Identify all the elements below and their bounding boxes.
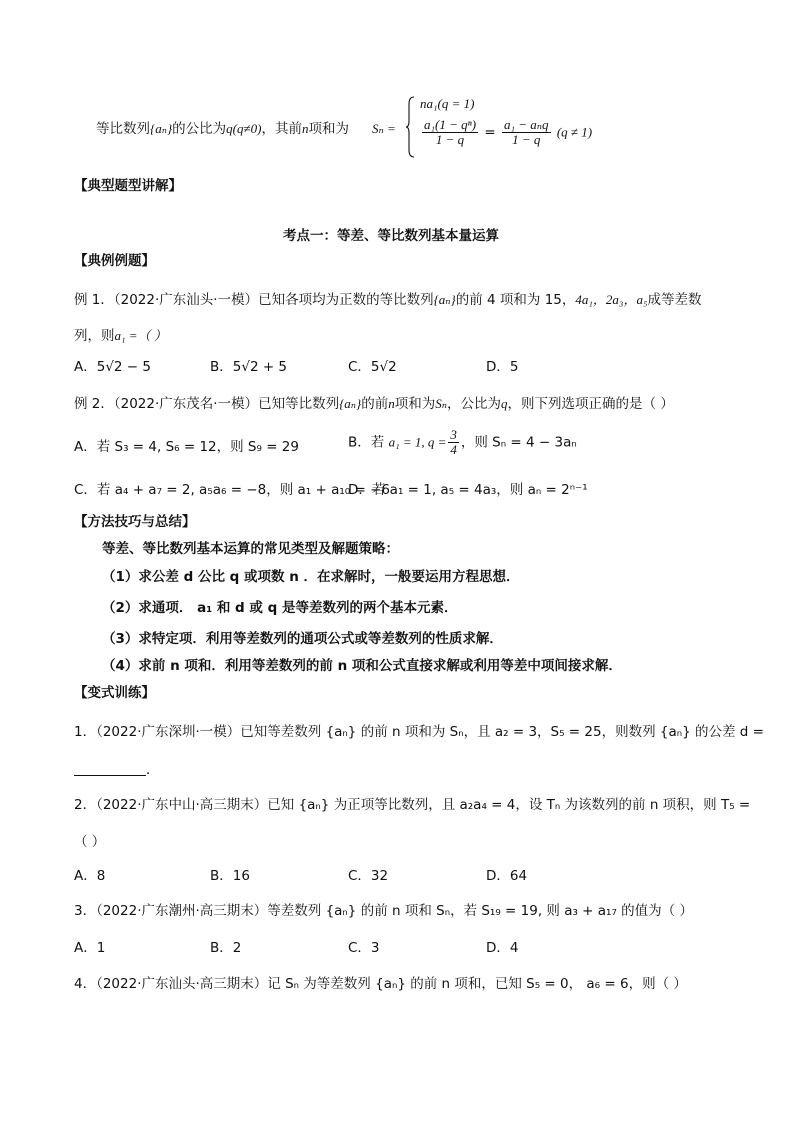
method-item-2: （2）求通项． a₁ 和 d 或 q 是等差数列的两个基本元素． [102,600,458,616]
p2-option-d: D．64 [486,868,528,884]
left-brace-icon [405,96,415,158]
case-q-equals-1: na₁(q = 1) [420,96,475,111]
p3-option-b: B．2 [210,940,242,956]
ex1-option-c: C．5√2 [348,359,397,375]
method-item-4: （4）求前 n 项和．利用等差数列的前 n 项和公式直接求解或利用等差中项间接求解． [102,658,622,674]
method-item-1: （1）求公差 d 公比 q 或项数 n ．在求解时，一般要运用方程思想． [102,569,520,585]
section-heading: 【典型题型讲解】 [74,178,182,194]
ex1-option-a: A．5√2 − 5 [74,359,151,375]
p3-option-a: A．1 [74,940,106,956]
sum-symbol: Sₙ = [372,121,396,136]
ex2-option-c: C．若 a₄ + a₇ = 2, a₅a₆ = −8，则 a₁ + a₁₀ = −6 [74,482,390,498]
ex1-option-b: B．5√2 + 5 [210,359,288,375]
method-heading: 【方法技巧与总结】 [74,514,196,530]
ex1-line2: 列，则a₁ =（ ） [74,328,167,344]
intro-line: 等比数列{aₙ}的公比为q(q≠0)，其前n项和为 [96,121,349,137]
ex2-line1: 例 2．（2022·广东茂名·一模）已知等比数列{aₙ}的前n项和为Sₙ，公比为q，则下列选项正确的是（ ） [74,396,674,412]
practice-1-answer-line: ． [74,760,160,780]
p2-option-a: A．8 [74,868,106,884]
answer-blank[interactable] [74,761,146,776]
p3-option-c: C．3 [348,940,380,956]
ex2-option-b: B．若 a₁ = 1, q = $\frac{3}{4}$ ，则 Sₙ = 4 − 3aₙ [348,427,577,457]
method-intro: 等差、等比数列基本运算的常见类型及解题策略： [102,541,399,557]
p3-option-d: D．4 [486,940,519,956]
p2-option-c: C．32 [348,868,389,884]
ex2-option-d: D．若 a₁ = 1, a₅ = 4a₃，则 aₙ = 2ⁿ⁻¹ [348,482,588,498]
practice-1: 1．（2022·广东深圳·一模）已知等差数列 {aₙ} 的前 n 项和为 Sₙ，且 a₂ = 3，S₅ = 25，则数列 {aₙ} 的公差 d = [74,724,764,740]
practice-2-paren: （ ） [74,834,106,850]
practice-2: 2．（2022·广东中山·高三期末）已知 {aₙ} 为正项等比数列，且 a₂a₄ = 4，设 Tₙ 为该数列的前 n 项积，则 T₅ = [74,797,751,813]
ex1-line1: 例 1．（2022·广东汕头·一模）已知各项均为正数的等比数列{aₙ}的前 4 项和为 15，4a₁，2a₃，a₅成等差数 [74,292,702,308]
practice-4: 4．（2022·广东汕头·高三期末）记 Sₙ 为等差数列 {aₙ} 的前 n 项和，已知 S₅ = 0， a₆ = 6，则（ ） [74,976,687,992]
ex2-option-a: A．若 S₃ = 4, S₆ = 12，则 S₉ = 29 [74,439,299,455]
case-q-not-1: $\frac{\text{a₁(1 − qⁿ)}}{1 - q}$ = $\frac{\text{a₁ − aₙq}}{1 - q}$ (q ≠ 1) [424,117,593,147]
p2-option-b: B．16 [210,868,250,884]
practice-3: 3．（2022·广东潮州·高三期末）等差数列 {aₙ} 的前 n 项和 Sₙ，若 S₁₉ = 19, 则 a₃ + a₁₇ 的值为（ ） [74,903,693,919]
example-heading: 【典例例题】 [74,253,155,269]
kaodian-title: 考点一：等差、等比数列基本量运算 [283,228,499,244]
method-item-3: （3）求特定项．利用等差数列的通项公式或等差数列的性质求解． [102,631,503,647]
practice-heading: 【变式训练】 [74,685,155,701]
ex1-option-d: D．5 [486,359,519,375]
